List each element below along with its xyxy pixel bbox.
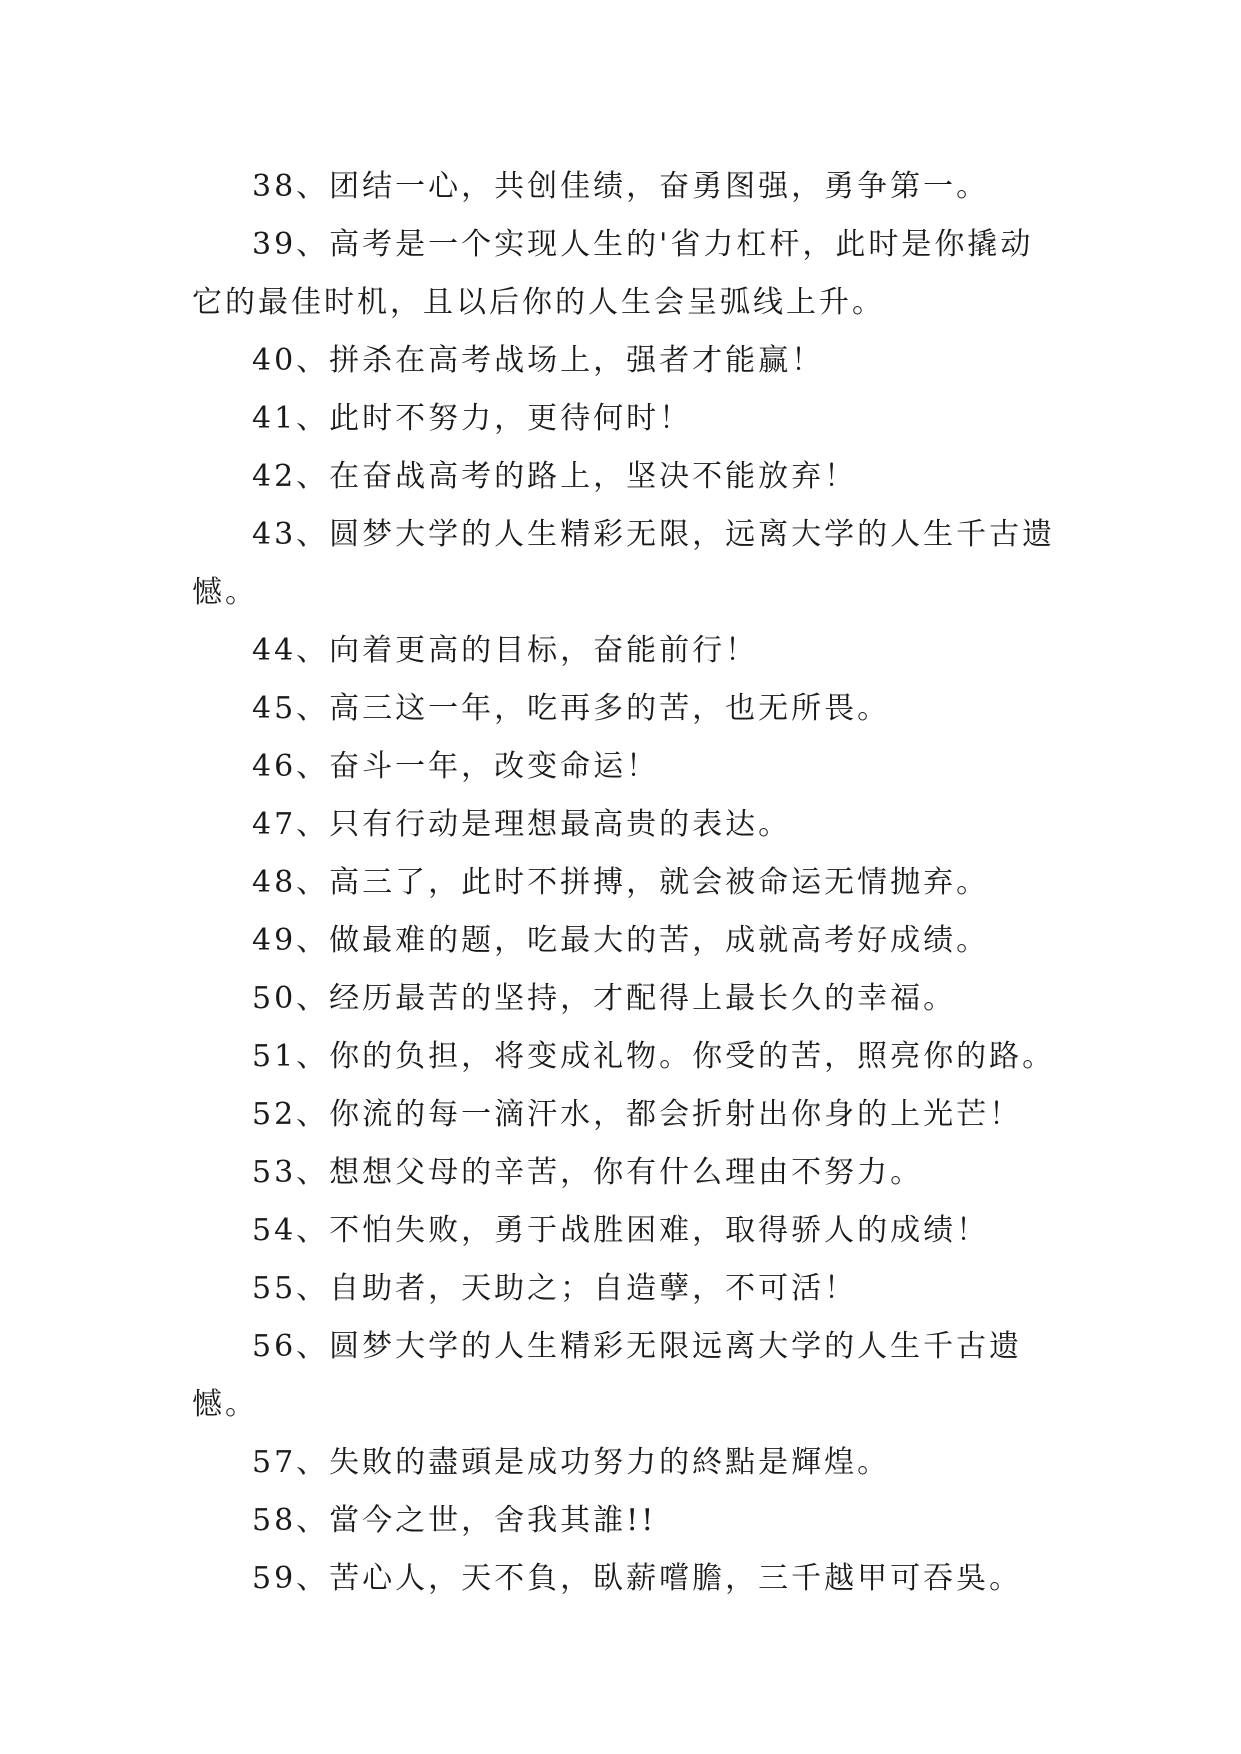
paragraph-59: 59、苦心人，天不負，臥薪嚐膽，三千越甲可吞吳。 <box>252 1561 1023 1596</box>
paragraph-39: 39、高考是一个实现人生的'省力杠杆，此时是你撬动它的最佳时机，且以后你的人生会呈弧线上升。 <box>192 227 1034 320</box>
paragraph-56: 56、圆梦大学的人生精彩无限远离大学的人生千古遗憾。 <box>192 1329 1023 1422</box>
paragraph-38: 38、团结一心，共创佳绩，奋勇图强，勇争第一。 <box>252 169 990 204</box>
paragraph-47: 47、只有行动是理想最高贵的表达。 <box>252 807 792 842</box>
paragraph-43: 43、圆梦大学的人生精彩无限，远离大学的人生千古遗憾。 <box>192 517 1056 610</box>
paragraph-51: 51、你的负担，将变成礼物。你受的苦，照亮你的路。 <box>252 1039 1056 1074</box>
paragraph-41: 41、此时不努力，更待何时！ <box>252 401 693 436</box>
paragraph-52: 52、你流的每一滴汗水，都会折射出你身的上光芒！ <box>252 1097 1023 1132</box>
paragraph-40: 40、拼杀在高考战场上，强者才能赢！ <box>252 343 825 378</box>
paragraph-45: 45、高三这一年，吃再多的苦，也无所畏。 <box>252 691 891 726</box>
paragraph-50: 50、经历最苦的坚持，才配得上最长久的幸福。 <box>252 981 957 1016</box>
paragraph-44: 44、向着更高的目标，奋能前行！ <box>252 633 759 668</box>
paragraph-46: 46、奋斗一年，改变命运！ <box>252 749 660 784</box>
paragraph-55: 55、自助者，天助之；自造孽，不可活！ <box>252 1271 858 1306</box>
document-body <box>192 158 1062 1608</box>
paragraph-42: 42、在奋战高考的路上，坚决不能放弃！ <box>252 459 858 494</box>
paragraph-48: 48、高三了，此时不拼搏，就会被命运无情抛弃。 <box>252 865 990 900</box>
paragraph-54: 54、不怕失败，勇于战胜困难，取得骄人的成绩！ <box>252 1213 990 1248</box>
paragraph-58: 58、當今之世，舍我其誰!! <box>252 1503 657 1538</box>
paragraph-49: 49、做最难的题，吃最大的苦，成就高考好成绩。 <box>252 923 990 958</box>
paragraph-57: 57、失敗的盡頭是成功努力的終點是輝煌。 <box>252 1445 891 1480</box>
paragraph-53: 53、想想父母的辛苦，你有什么理由不努力。 <box>252 1155 924 1190</box>
